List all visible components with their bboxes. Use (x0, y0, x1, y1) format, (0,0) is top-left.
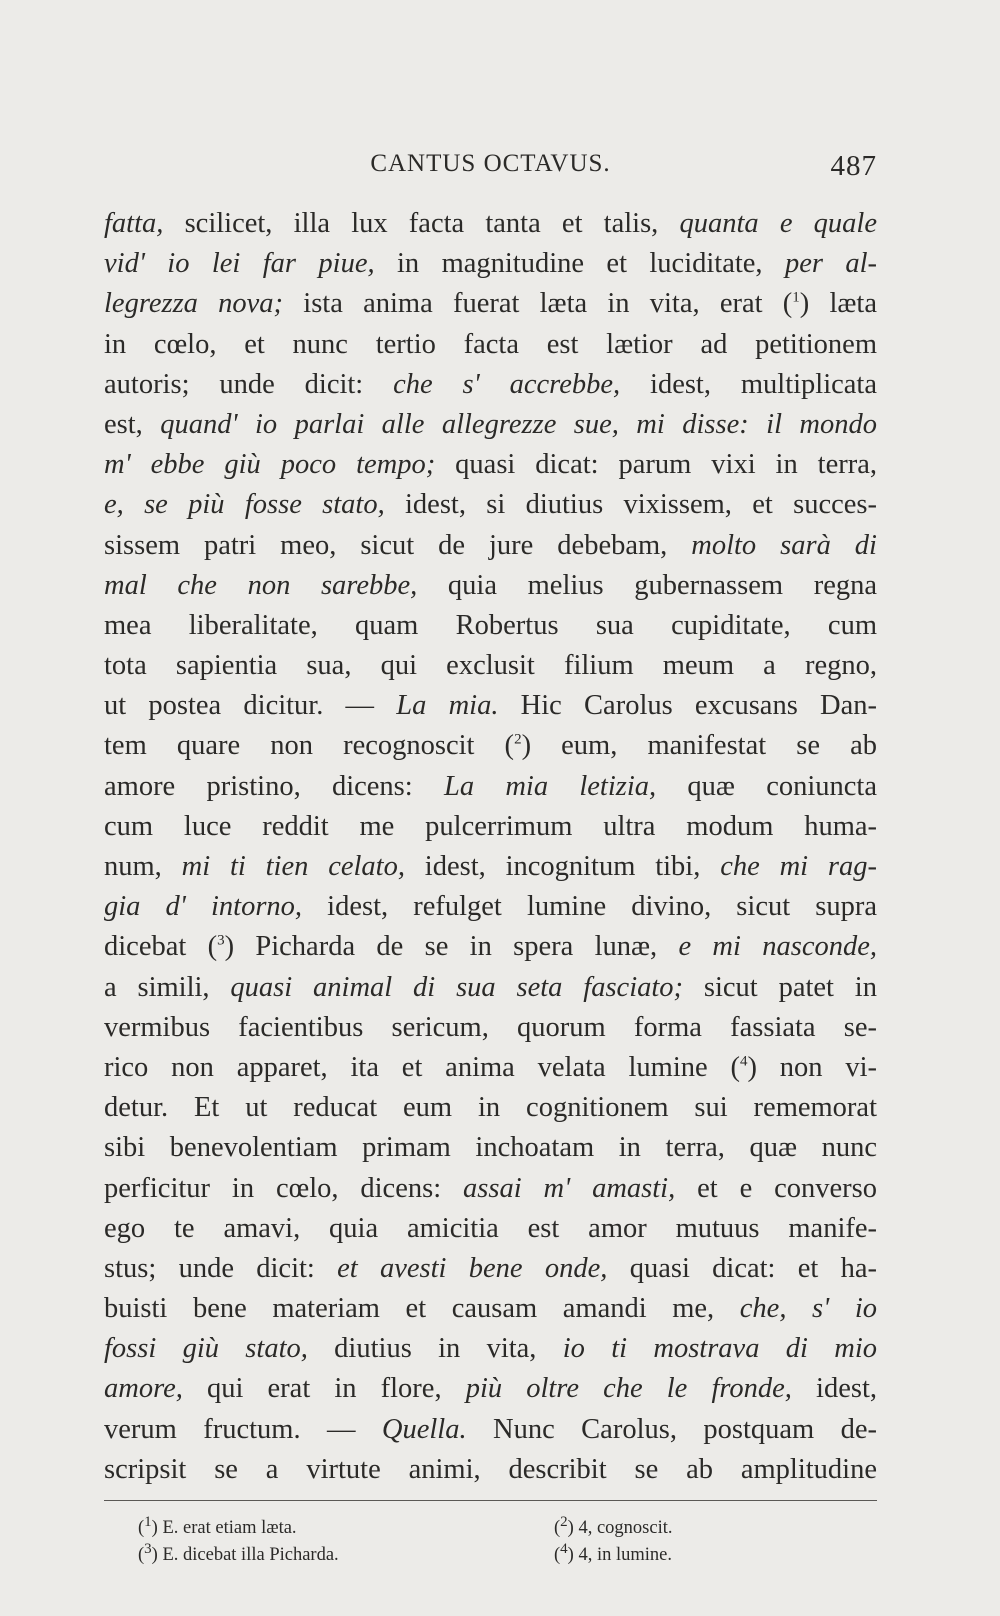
roman-text: qui erat in flore, (182, 1373, 466, 1405)
footnote-reference: 2 (514, 731, 522, 748)
roman-text: tem quare non recognoscit ( (104, 730, 515, 762)
roman-text: vermibus facientibus sericum, quorum forma fassiata se- (104, 1011, 877, 1043)
roman-text: diutius in vita, (307, 1333, 563, 1365)
text-line (104, 1369, 877, 1409)
roman-text: tota sapientia sua, qui exclusit filium meum a regno, (104, 650, 877, 682)
roman-text: num, (104, 851, 182, 882)
text-line (104, 767, 877, 807)
italic-text: fossi giù stato, (104, 1333, 308, 1365)
italic-text: vid' io lei far piue, (104, 248, 375, 280)
book-page (104, 150, 877, 1571)
footnote-reference: 4 (739, 1053, 748, 1070)
roman-text: verum fructum. — (104, 1413, 382, 1445)
footnote-mark: 2 (560, 1513, 568, 1530)
italic-text: amore, (104, 1373, 183, 1405)
roman-text: est, (104, 408, 161, 440)
roman-text: in cœlo, et nunc tertio facta est lætior ad petitionem (104, 328, 877, 360)
roman-text: ) eum, manifestat se ab (521, 730, 877, 762)
italic-text: legrezza nova; (104, 288, 284, 320)
roman-text: quasi dicat: parum vixi in terra, (435, 449, 877, 481)
text-line (104, 204, 877, 244)
italic-text: e mi nasconde, (678, 931, 877, 963)
roman-text: idest, incognitum tibi, (404, 851, 721, 882)
text-line (104, 284, 877, 324)
italic-text: quand' io parlai alle allegrezze sue, mi disse: il mondo (160, 408, 877, 440)
footnote-text: 4, in lumine. (578, 1545, 672, 1565)
text-line (104, 726, 877, 766)
italic-text: et avesti bene onde, (337, 1252, 608, 1284)
italic-text: fatta, (104, 208, 164, 239)
italic-text: che, s' io (739, 1293, 877, 1325)
text-line (104, 485, 877, 525)
roman-text: stus; unde dicit: (104, 1252, 338, 1284)
italic-text: io ti mostrava di mio (562, 1333, 877, 1365)
roman-text: quia melius gubernassem regna (417, 569, 877, 601)
footnote-text: 4, cognoscit. (578, 1518, 673, 1538)
text-line (104, 1128, 877, 1168)
footnote-mark: 3 (144, 1540, 152, 1557)
italic-text: che mi rag- (720, 851, 877, 882)
text-line (104, 968, 877, 1008)
text-line (104, 1088, 877, 1128)
footnote-reference: 1 (792, 289, 800, 306)
roman-text: perficitur in cœlo, dicens: (104, 1172, 464, 1204)
roman-text: ) læta (799, 288, 877, 320)
footnote-3: ($^3$) E. dicebat illa Picharda. (138, 1540, 339, 1565)
text-line (104, 1289, 877, 1329)
running-header (104, 150, 877, 190)
text-line (104, 526, 877, 566)
roman-text: amore pristino, dicens: (104, 770, 444, 802)
italic-text: mal che non sarebbe, (104, 569, 418, 601)
running-title: CANTUS OCTAVUS. (370, 150, 611, 177)
footnote-4: ($^4$) 4, in lumine. (554, 1540, 672, 1565)
italic-text: molto sarà di (691, 529, 877, 561)
roman-text: idest, refulget lumine divino, sicut supra (302, 891, 877, 923)
roman-text: ista anima fuerat læta in vita, erat ( (283, 288, 793, 320)
text-line (104, 807, 877, 847)
italic-text: mi ti tien celato, (181, 851, 405, 882)
roman-text: idest, (791, 1373, 877, 1405)
footnotes (104, 1515, 877, 1571)
roman-text: sibi benevolentiam primam inchoatam in terra, quæ nunc (104, 1132, 877, 1164)
text-line (104, 686, 877, 726)
roman-text: scripsit se a virtute animi, describit se ab amplitudine (104, 1453, 877, 1485)
footnote-reference: 3 (217, 932, 225, 949)
roman-text: in magnitudine et luciditate, (374, 248, 785, 280)
roman-text: et e converso (675, 1172, 877, 1204)
roman-text: dicebat ( (104, 931, 218, 963)
text-line (104, 1169, 877, 1209)
commentary-text (104, 204, 877, 1490)
italic-text: più oltre che le fronde, (465, 1373, 792, 1405)
italic-text: quanta e quale (679, 208, 877, 239)
footnote-mark: 4 (560, 1540, 568, 1557)
text-line (104, 1048, 877, 1088)
footnote-1: ($^1$) E. erat etiam læta. (138, 1513, 297, 1538)
roman-text: quæ coniuncta (656, 770, 877, 802)
roman-text: ) non vi- (747, 1051, 877, 1083)
text-line (104, 405, 877, 445)
italic-text: quasi animal di sua seta fasciato; (230, 971, 684, 1003)
text-line (104, 566, 877, 606)
italic-text: gia d' intorno, (104, 891, 303, 923)
roman-text: detur. Et ut reducat eum in cognitionem sui rememorat (104, 1092, 877, 1124)
text-line (104, 445, 877, 485)
roman-text: Nunc Carolus, postquam de- (466, 1413, 877, 1445)
page-number: 487 (830, 150, 877, 182)
footnote-2: ($^2$) 4, cognoscit. (554, 1513, 673, 1538)
text-line (104, 325, 877, 365)
roman-text: cum luce reddit me pulcerrimum ultra modum huma- (104, 810, 877, 842)
roman-text: mea liberalitate, quam Robertus sua cupiditate, cum (104, 609, 877, 641)
text-line (104, 365, 877, 405)
text-line (104, 1410, 877, 1450)
text-line (104, 646, 877, 686)
footnote-text: E. erat etiam læta. (162, 1518, 297, 1538)
text-line (104, 1249, 877, 1289)
italic-text: e, se più fosse stato, (104, 489, 385, 521)
roman-text: sicut patet in (683, 971, 877, 1003)
roman-text: rico non apparet, ita et anima velata lumine ( (104, 1051, 740, 1083)
footnote-text: E. dicebat illa Picharda. (162, 1545, 339, 1565)
italic-text: La mia. (396, 690, 499, 722)
roman-text: idest, multiplicata (620, 368, 877, 400)
roman-text: autoris; unde dicit: (104, 368, 394, 400)
text-line (104, 606, 877, 646)
italic-text: La mia letizia, (443, 770, 657, 802)
roman-text: scilicet, illa lux facta tanta et talis, (163, 208, 680, 239)
text-line (104, 1329, 877, 1369)
roman-text: quasi dicat: et ha- (607, 1252, 877, 1284)
roman-text: a simili, (104, 971, 231, 1003)
text-line (104, 847, 877, 887)
roman-text: idest, si diutius vixissem, et succes- (384, 489, 877, 521)
footnote-mark: 1 (144, 1513, 152, 1530)
text-line (104, 1008, 877, 1048)
text-line (104, 1209, 877, 1249)
italic-text: Quella. (381, 1413, 467, 1445)
roman-text: buisti bene materiam et causam amandi me, (104, 1293, 740, 1325)
roman-text: ) Picharda de se in spera lunæ, (224, 931, 679, 963)
text-line (104, 887, 877, 927)
text-line (104, 244, 877, 284)
roman-text: Hic Carolus excusans Dan- (498, 690, 877, 722)
italic-text: che s' accrebbe, (393, 368, 621, 400)
text-line (104, 927, 877, 967)
roman-text: ut postea dicitur. — (104, 690, 397, 722)
italic-text: m' ebbe giù poco tempo; (104, 449, 436, 481)
roman-text: ego te amavi, quia amicitia est amor mutuus manife- (104, 1212, 877, 1244)
italic-text: assai m' amasti, (463, 1172, 676, 1204)
roman-text: sissem patri meo, sicut de jure debebam, (104, 529, 692, 561)
text-line (104, 1450, 877, 1490)
italic-text: per al- (784, 248, 877, 280)
footnote-rule (104, 1500, 877, 1501)
